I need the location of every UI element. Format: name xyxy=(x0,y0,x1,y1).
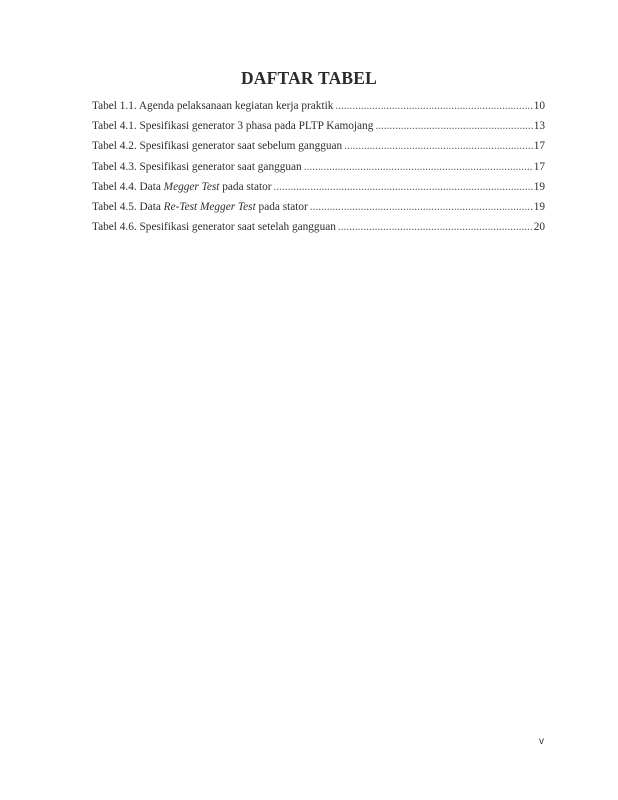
entry-label: Tabel 4.5. Data Re-Test Megger Test pada stator xyxy=(92,200,308,213)
entry-label: Tabel 4.6. Spesifikasi generator saat setelah gangguan xyxy=(92,221,336,234)
entry-page-number: 13 xyxy=(533,120,545,133)
entry-label: Tabel 1.1. Agenda pelaksanaan kegiatan kerja praktik xyxy=(92,100,334,112)
table-list xyxy=(92,100,545,241)
entry-page-number: 10 xyxy=(533,100,545,112)
entry-page-number: 19 xyxy=(533,200,545,213)
entry-page-number: 19 xyxy=(533,180,545,193)
entry-label: Tabel 4.4. Data Megger Test pada stator xyxy=(92,180,272,193)
table-list-entry xyxy=(92,120,545,140)
dot-leader xyxy=(375,120,532,132)
entry-page-number: 20 xyxy=(533,221,545,234)
dot-leader xyxy=(344,140,533,152)
entry-page-number: 17 xyxy=(533,140,545,153)
dot-leader xyxy=(304,161,533,173)
entry-page-number: 17 xyxy=(533,160,545,173)
dot-leader xyxy=(335,100,532,112)
dot-leader xyxy=(310,201,533,213)
table-list-entry xyxy=(92,161,545,181)
entry-label: Tabel 4.3. Spesifikasi generator saat gangguan xyxy=(92,160,302,173)
dot-leader xyxy=(338,221,533,233)
table-list-entry xyxy=(92,140,545,160)
dot-leader xyxy=(274,181,533,193)
page-number: v xyxy=(539,736,544,747)
table-list-entry xyxy=(92,181,545,201)
entry-label: Tabel 4.1. Spesifikasi generator 3 phasa pada PLTP Kamojang xyxy=(92,120,374,133)
entry-label: Tabel 4.2. Spesifikasi generator saat sebelum gangguan xyxy=(92,140,343,153)
page-title: DAFTAR TABEL xyxy=(240,68,378,88)
table-list-entry xyxy=(92,201,545,221)
table-list-entry xyxy=(92,221,545,241)
table-list-entry xyxy=(92,100,545,120)
